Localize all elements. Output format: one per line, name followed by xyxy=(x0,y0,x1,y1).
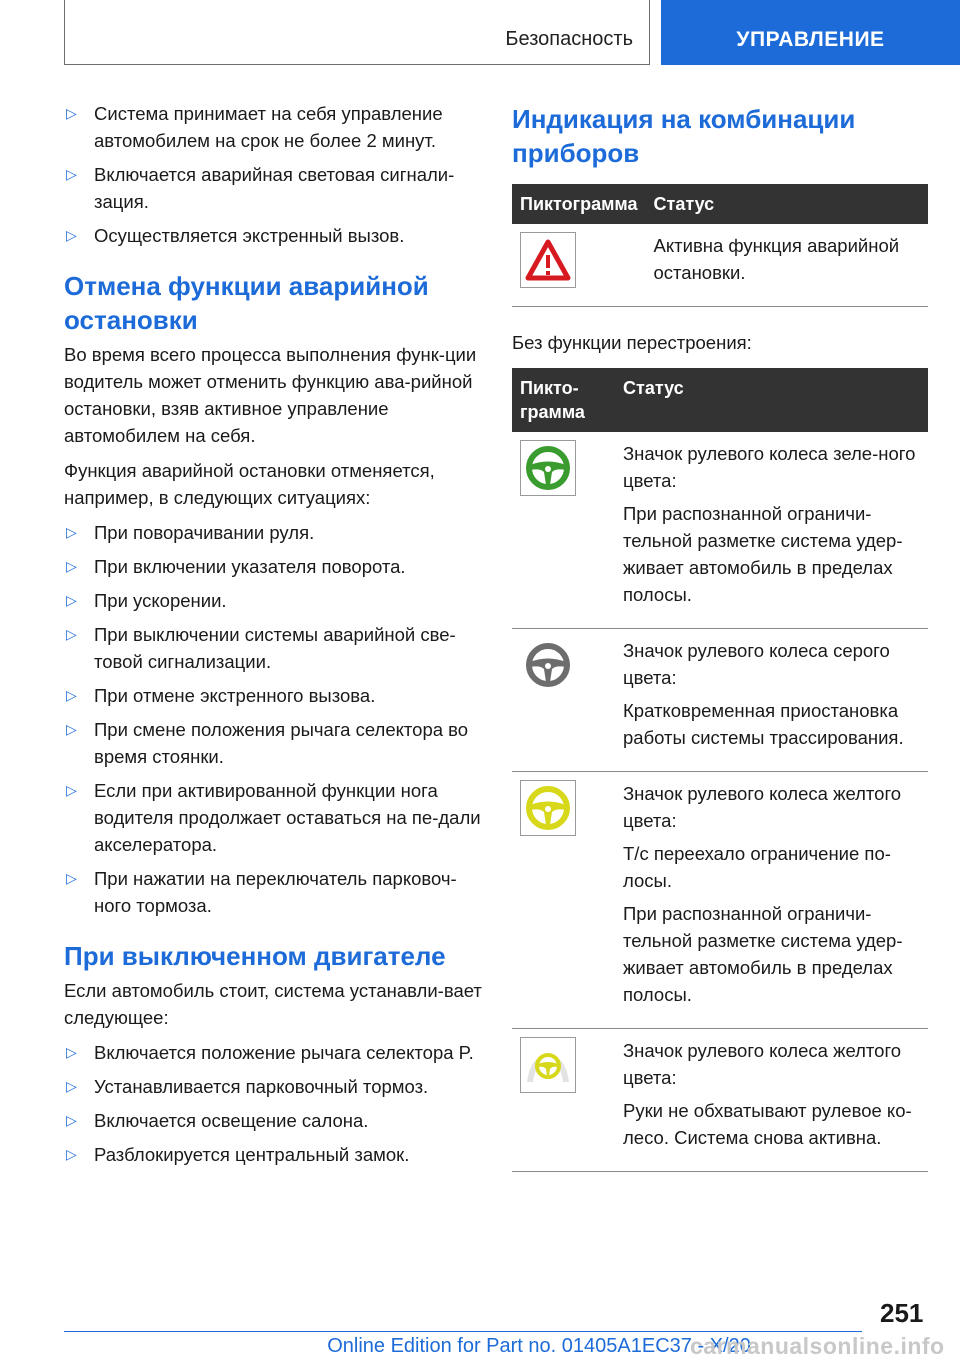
engine-off-heading: При выключенном двигателе xyxy=(64,941,446,971)
column-header-pictogram: Пиктограмма xyxy=(512,184,646,224)
edition-footer: Online Edition for Part no. 01405A1EC37 - X/20 xyxy=(327,1335,751,1357)
triangle-bullet-icon: ▷ xyxy=(66,626,77,642)
cancel-paragraph: Во время всего процесса выполнения функ-ции водитель может отменить функцию ава-рийной остановки, взяв активное управление автомобилем на себя. xyxy=(64,344,477,446)
list-item: ▷ При ускорении. xyxy=(64,587,482,614)
hands-off-wheel-yellow-icon xyxy=(520,1037,576,1093)
list-item: ▷ Устанавливается парковочный тормоз. xyxy=(64,1073,482,1100)
steering-wheel-yellow-icon xyxy=(520,780,576,836)
emergency-actions-list xyxy=(64,100,482,249)
left-column xyxy=(64,100,482,1175)
cancel-situations-list xyxy=(64,519,482,919)
triangle-bullet-icon: ▷ xyxy=(66,105,77,121)
section-header: Безопасность xyxy=(64,0,650,65)
triangle-bullet-icon: ▷ xyxy=(66,166,77,182)
table-header-row xyxy=(512,368,928,432)
table-row: Активна функция аварийной остановки. xyxy=(512,224,928,307)
triangle-bullet-icon: ▷ xyxy=(66,558,77,574)
list-item: ▷ При нажатии на переключатель парковоч-ного тормоза. xyxy=(64,865,482,919)
list-item: ▷ При включении указателя поворота. xyxy=(64,553,482,580)
list-item: ▷ Включается аварийная световая сигнали-зация. xyxy=(64,161,482,215)
column-header-pictogram: Пикто-грамма xyxy=(512,368,615,432)
steering-wheel-grey-icon xyxy=(520,637,576,693)
page-number: 251 xyxy=(880,1298,924,1328)
triangle-bullet-icon: ▷ xyxy=(66,227,77,243)
indication-heading: Индикация на комбинации приборов xyxy=(512,104,856,168)
indication-table xyxy=(512,184,928,307)
list-item: ▷ При отмене экстренного вызова. xyxy=(64,682,482,709)
column-header-status: Статус xyxy=(615,368,928,432)
right-column xyxy=(512,100,928,1172)
chapter-tab[interactable]: УПРАВЛЕНИЕ xyxy=(661,0,960,65)
triangle-bullet-icon: ▷ xyxy=(66,870,77,886)
triangle-bullet-icon: ▷ xyxy=(66,524,77,540)
warning-triangle-icon xyxy=(520,232,576,288)
list-item: ▷ При смене положения рычага селектора во время стоянки. xyxy=(64,716,482,770)
engine-off-paragraph: Если автомобиль стоит, система устанавли-вает следующее: xyxy=(64,980,482,1028)
table-header-row xyxy=(512,184,928,224)
list-item: ▷ При выключении системы аварийной све-товой сигнализации. xyxy=(64,621,482,675)
table-row: Значок рулевого колеса зеле-ного цвета: При распознанной ограничи-тельной разметке система удер-живает автомобиль в пределах полосы. xyxy=(512,432,928,629)
table-row: Значок рулевого колеса желтого цвета: Руки не обхватывают рулевое ко-лесо. Система снова активна. xyxy=(512,1029,928,1172)
list-item: ▷ Включается освещение салона. xyxy=(64,1107,482,1134)
watermark-logo: carmanualsonline.info xyxy=(690,1333,945,1359)
table-row: Значок рулевого колеса серого цвета: Кратковременная приостановка работы системы трассирования. xyxy=(512,629,928,772)
column-header-status: Статус xyxy=(646,184,929,224)
footer-divider xyxy=(64,1331,862,1332)
lane-assist-table xyxy=(512,368,928,1172)
list-item: ▷ Включается положение рычага селектора P. xyxy=(64,1039,482,1066)
list-item: ▷ Система принимает на себя управление автомобилем на срок не более 2 минут. xyxy=(64,100,482,154)
triangle-bullet-icon: ▷ xyxy=(66,592,77,608)
triangle-bullet-icon: ▷ xyxy=(66,1146,77,1162)
lane-change-note: Без функции перестроения: xyxy=(512,332,752,353)
cancel-situations-paragraph: Функция аварийной остановки отменяется, например, в следующих ситуациях: xyxy=(64,460,435,508)
list-item: ▷ При поворачивании руля. xyxy=(64,519,482,546)
list-item: ▷ Если при активированной функции нога водителя продолжает оставаться на пе-дали акселератора. xyxy=(64,777,482,858)
triangle-bullet-icon: ▷ xyxy=(66,1078,77,1094)
triangle-bullet-icon: ▷ xyxy=(66,687,77,703)
list-item: ▷ Осуществляется экстренный вызов. xyxy=(64,222,482,249)
triangle-bullet-icon: ▷ xyxy=(66,721,77,737)
engine-off-list xyxy=(64,1039,482,1168)
cancel-heading: Отмена функции аварийной остановки xyxy=(64,271,429,335)
triangle-bullet-icon: ▷ xyxy=(66,782,77,798)
triangle-bullet-icon: ▷ xyxy=(66,1044,77,1060)
list-item: ▷ Разблокируется центральный замок. xyxy=(64,1141,482,1168)
triangle-bullet-icon: ▷ xyxy=(66,1112,77,1128)
table-row: Значок рулевого колеса желтого цвета: Т/с переехало ограничение по-лосы. При распознанной ограничи-тельной разметке система удер-живает автомобиль в пределах полосы. xyxy=(512,772,928,1029)
steering-wheel-green-icon xyxy=(520,440,576,496)
